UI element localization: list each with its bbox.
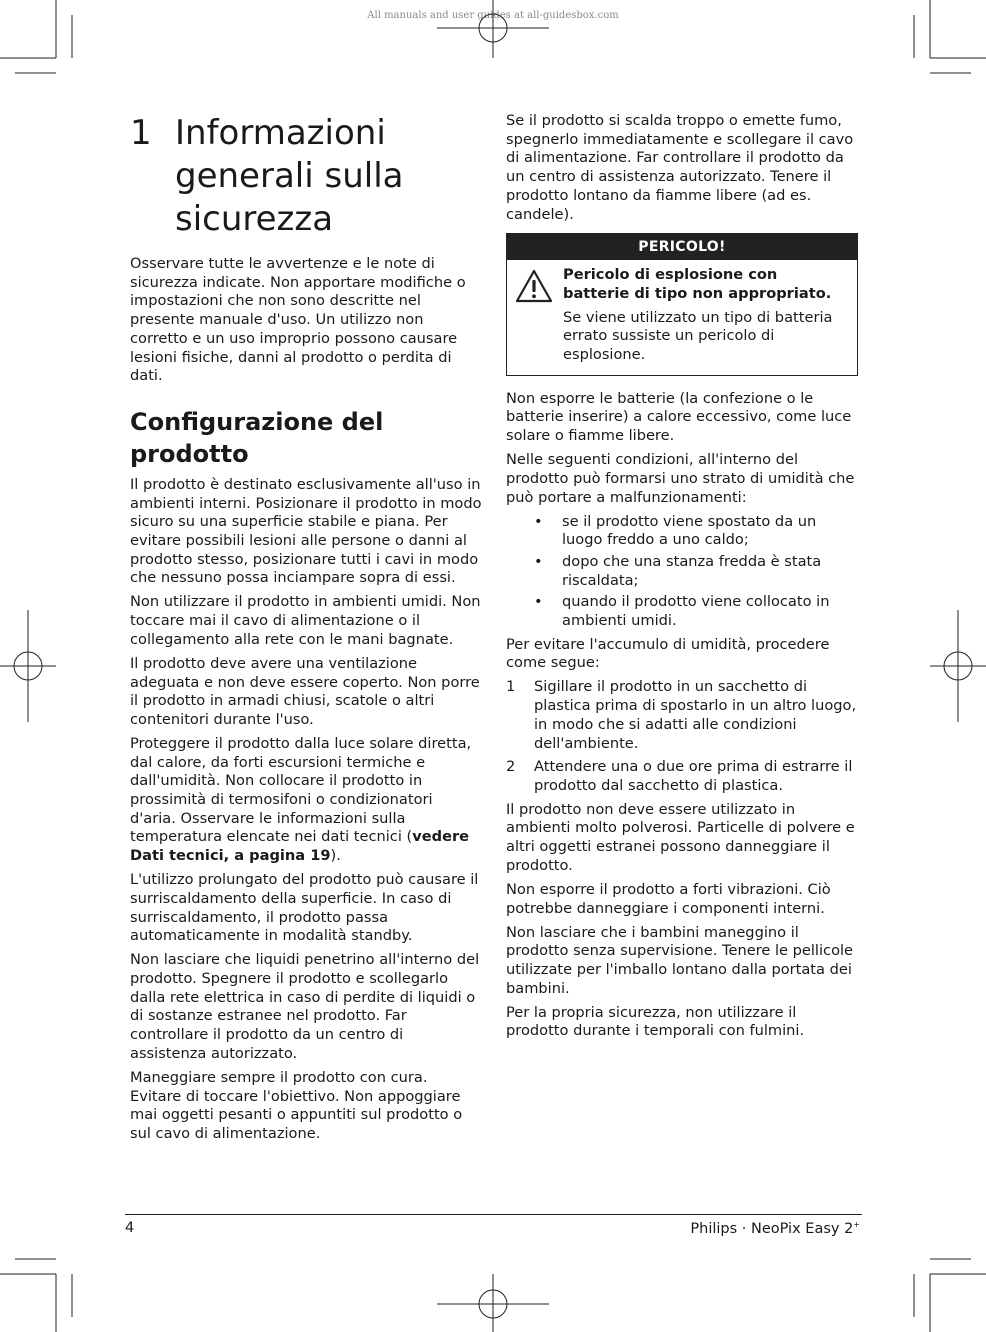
paragraph: Non utilizzare il prodotto in ambienti umidi. Non toccare mai il cavo di alimentazione o il collegamento alla rete con le mani bagnate. — [130, 593, 481, 648]
paragraph: Non esporre le batterie (la confezione o le batterie inserire) a calore eccessivo, come luce solare o fiamme libere. — [506, 389, 852, 445]
paragraph: Nelle seguenti condizioni, all'interno del prodotto può formarsi uno strato di umidità che può portare a malfunzionamenti: — [506, 451, 855, 506]
paragraph: Maneggiare sempre il prodotto con cura. Evitare di toccare l'obiettivo. Non appoggiare mai oggetti pesanti o appuntiti sul prodotto o sul cavo di alimentazione. — [130, 1068, 463, 1142]
bullet: • — [534, 593, 543, 611]
paragraph-text: Proteggere il prodotto dalla luce solare diretta, dal calore, da forti escursioni termiche e dall'umidità. Non collocare il prodotto in prossimità di termosifoni o condizionatori d'aria. Osservare le informazioni sulla temperatura elencate nei dati tecnici ( — [130, 734, 472, 846]
paragraph: Il prodotto non deve essere utilizzato in ambienti molto polverosi. Particelle di polvere e altri oggetti estranei possono danneggiare il prodotto. — [506, 800, 855, 874]
danger-box — [506, 233, 858, 376]
danger-description: Se viene utilizzato un tipo di batteria errato sussiste un pericolo di esplosione. — [563, 308, 833, 364]
paragraph: Per la propria sicurezza, non utilizzare il prodotto durante i temporali con fulmini. — [506, 1003, 805, 1040]
paragraph: Non esporre il prodotto a forti vibrazioni. Ciò potrebbe danneggiare i componenti interni. — [506, 880, 831, 917]
section-title: Configurazione del prodotto — [130, 407, 384, 468]
steps-list — [506, 678, 858, 795]
list-item — [506, 513, 858, 550]
step-text: Sigillare il prodotto in un sacchetto di plastica prima di spostarlo in un altro luogo, in modo che si adatti alle condizioni dell'ambiente. — [534, 678, 857, 752]
paragraph — [130, 735, 482, 866]
list-item-text: dopo che una stanza fredda è stata riscaldata; — [562, 552, 822, 589]
left-column — [130, 112, 482, 1149]
bullet: • — [534, 512, 543, 530]
chapter-number: 1 — [130, 113, 152, 153]
danger-header: PERICOLO! — [507, 234, 857, 260]
step-text: Attendere una o due ore prima di estrarre il prodotto dal sacchetto di plastica. — [534, 758, 853, 794]
footer-product — [690, 1220, 860, 1237]
paragraph: Il prodotto è destinato esclusivamente all'uso in ambienti interni. Posizionare il prodotto in modo sicuro su una superficie stabile e piana. Per evitare possibili lesioni alle persone o danni al prodotto stesso, posizionare tutti i cavi in modo che nessuno possa inciampare sopra di essi. — [130, 475, 482, 587]
danger-title: Pericolo di esplosione con batterie di tipo non appropriato. — [563, 266, 832, 302]
footer-superscript: + — [853, 1220, 860, 1229]
paragraph-text: ). — [330, 847, 341, 865]
step-item — [506, 678, 858, 753]
watermark: All manuals and user guides at all-guidesbox.com — [367, 10, 619, 21]
cross-reference-link[interactable]: vedere Dati tecnici, a pagina 19 — [130, 828, 470, 865]
warning-triangle-icon — [515, 266, 563, 370]
list-item-text: quando il prodotto viene collocato in ambienti umidi. — [562, 593, 830, 630]
bullet: • — [534, 552, 543, 570]
list-item-text: se il prodotto viene spostato da un luogo freddo a uno caldo; — [562, 512, 817, 549]
danger-text — [563, 266, 847, 370]
list-item — [506, 593, 858, 630]
paragraph: L'utilizzo prolungato del prodotto può causare il surriscaldamento della superficie. In caso di surriscaldamento, il prodotto passa automaticamente in modalità standby. — [130, 871, 479, 945]
step-number: 2 — [506, 758, 516, 776]
right-column — [506, 112, 858, 1046]
footer-brand: Philips · NeoPix Easy 2 — [690, 1220, 854, 1237]
chapter-title: Informazioni generali sulla sicurezza — [175, 113, 404, 239]
danger-body — [507, 260, 857, 375]
paragraph: Se il prodotto si scalda troppo o emette fumo, spegnerlo immediatamente e scollegare il cavo di alimentazione. Far controllare il prodotto da un centro di assistenza autorizzato. Tenere il prodotto lontano da fiamme libere (ad es. candele). — [506, 112, 854, 223]
bullet-list — [506, 513, 858, 631]
page-number: 4 — [125, 1220, 135, 1236]
footer-rule — [125, 1214, 862, 1215]
paragraph: Non lasciare che liquidi penetrino all'interno del prodotto. Spegnere il prodotto e scollegarlo dalla rete elettrica in caso di perdite di liquidi o di sostanze estranee nel prodotto. Far controllare il prodotto da un centro di assistenza autorizzato. — [130, 951, 480, 1062]
intro-paragraph: Osservare tutte le avvertenze e le note di sicurezza indicate. Non apportare modifiche o impostazioni che non sono descritte nel presente manuale d'uso. Un utilizzo non corretto e un uso improprio possono causare lesioni fisiche, danni al prodotto o perdita di dati. — [130, 255, 466, 385]
list-item — [506, 553, 858, 590]
step-number: 1 — [506, 678, 516, 696]
paragraph: Il prodotto deve avere una ventilazione adeguata e non deve essere coperto. Non porre il prodotto in armadi chiusi, scatole o altri contenitori durante l'uso. — [130, 654, 480, 728]
paragraph: Per evitare l'accumulo di umidità, procedere come segue: — [506, 635, 830, 672]
step-item — [506, 758, 858, 795]
chapter-heading — [130, 112, 482, 241]
paragraph: Non lasciare che i bambini maneggino il prodotto senza supervisione. Tenere le pellicole utilizzate per l'imballo lontano dalla portata dei bambini. — [506, 923, 854, 997]
